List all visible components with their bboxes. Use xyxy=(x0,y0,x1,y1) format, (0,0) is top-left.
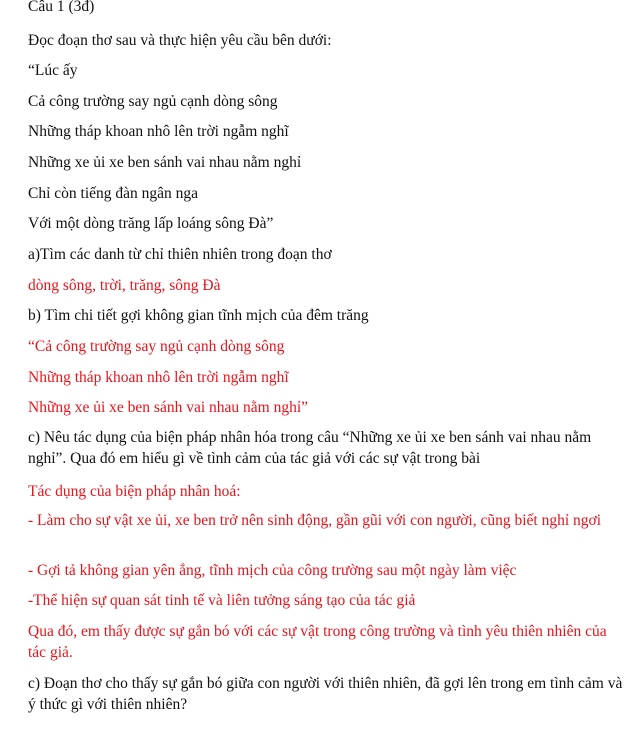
poem-line: Cả công trường say ngủ cạnh dòng sông xyxy=(28,93,278,110)
answer-b-line: Những xe ủi xe ben sánh vai nhau nằm nghỉ” xyxy=(28,399,309,416)
question-b: b) Tìm chi tiết gợi không gian tĩnh mịch của đêm trăng xyxy=(28,307,369,324)
answer-b-line: “Cả công trường say ngủ cạnh dòng sông xyxy=(28,338,285,355)
poem-line: Những tháp khoan nhô lên trời ngẫm nghĩ xyxy=(28,123,289,140)
poem-line: Với một dòng trăng lấp loáng sông Đà” xyxy=(28,215,274,232)
question-a: a)Tìm các danh từ chỉ thiên nhiên trong đoạn thơ xyxy=(28,246,332,263)
answer-c-point: -Thể hiện sự quan sát tinh tế và liên tưởng sáng tạo của tác giả xyxy=(28,592,416,609)
question-d: c) Đoạn thơ cho thấy sự gắn bó giữa con người với thiên nhiên, đã gợi lên trong em tình cảm và ý thức gì với thiên nhiên? xyxy=(28,675,623,713)
answer-c-heading: Tác dụng của biện pháp nhân hoá: xyxy=(28,483,241,500)
question-heading: Câu 1 (3đ) xyxy=(28,0,95,15)
poem-line: Những xe ủi xe ben sánh vai nhau nằm nghỉ xyxy=(28,154,302,171)
poem-line: Chỉ còn tiếng đàn ngân nga xyxy=(28,185,199,202)
answer-a: dòng sông, trời, trăng, sông Đà xyxy=(28,277,221,294)
answer-b-line: Những tháp khoan nhô lên trời ngẫm nghĩ xyxy=(28,369,289,386)
instruction-text: Đọc đoạn thơ sau và thực hiện yêu cầu bên dưới: xyxy=(28,32,332,49)
question-c: c) Nêu tác dụng của biện pháp nhân hóa trong câu “Những xe ủi xe ben sánh vai nhau nằm nghỉ”. Qua đó em hiểu gì về tình cảm của tác giả với các sự vật trong bài xyxy=(28,429,592,467)
poem-line: “Lúc ấy xyxy=(28,62,78,79)
answer-c-conclusion: Qua đó, em thấy được sự gắn bó với các sự vật trong công trường và tình yêu thiên nhiên của tác giả. xyxy=(28,623,607,661)
answer-c-point: - Làm cho sự vật xe ủi, xe ben trở nên sinh động, gần gũi với con người, cũng biết nghỉ ngơi xyxy=(28,512,602,529)
answer-c-point: - Gợi tả không gian yên ắng, tĩnh mịch của công trường sau một ngày làm việc xyxy=(28,562,517,579)
